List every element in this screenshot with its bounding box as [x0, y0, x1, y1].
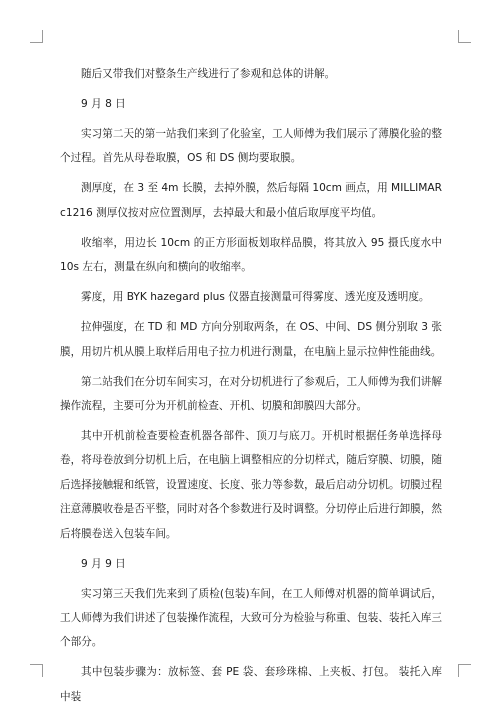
crop-mark-bottom-left [30, 664, 43, 677]
document-body [60, 62, 442, 715]
crop-mark-top-left [30, 30, 43, 43]
paragraph-thickness: 测厚度，在 3 至 4m 长膜，去掉外膜，然后每隔 10cm 画点，用 MILLIMAR c1216 测厚仪按对应位置测厚，去掉最大和最小值后取厚度平均值。 [60, 182, 442, 219]
paragraph-lab-visit: 实习第二天的第一站我们来到了化验室，工人师傅为我们展示了薄膜化验的整个过程。首先从母卷取膜，OS 和 DS 侧均要取膜。 [60, 128, 442, 165]
paragraph-tour-summary: 随后又带我们对整条生产线进行了参观和总体的讲解。 [81, 68, 336, 80]
paragraph-slitting-workshop: 第二站我们在分切车间实习，在对分切机进行了参观后，工人师傅为我们讲解操作流程，主要可分为开机前检查、开机、切膜和卸膜四大部分。 [60, 375, 442, 413]
crop-mark-top-right [458, 30, 471, 43]
paragraph-tensile: 拉伸强度，在 TD 和 MD 方向分别取两条，在 OS、中间、DS 侧分别取 3 张膜，用切片机从膜上取样后用电子拉力机进行测量，在电脑上显示拉伸性能曲线。 [60, 321, 442, 358]
paragraph-packaging-workshop: 实习第三天我们先来到了质检(包装)车间，在工人师傅对机器的简单调试后，工人师傅为我们讲述了包装操作流程，大致可分为检验与称重、包装、装托入库三个部分。 [60, 587, 442, 649]
crop-mark-bottom-right [458, 664, 471, 677]
paragraph-haze: 雾度，用 BYK hazegard plus 仪器直接测量可得雾度、透光度及透明度。 [81, 291, 430, 304]
date-heading-sep-8: 9 月 8 日 [81, 98, 126, 110]
paragraph-slitting-process: 其中开机前检查要检查机器各部件、顶刀与底刀。开机时根据任务单选择母卷，将母卷放到分切机上后，在电脑上调整相应的分切样式，随后穿膜、切膜，随后选择接触辊和纸管，设置速度、长度、张力等参数，最后启动分切机。切膜过程注意薄膜收卷是否平整，同时对各个参数进行及时调整。分切停止后进行卸膜，然后将膜卷送入包装车间。 [60, 430, 442, 540]
date-heading-sep-9: 9 月 9 日 [81, 557, 126, 570]
paragraph-shrinkage: 收缩率，用边长 10cm 的正方形面板划取样品膜，将其放入 95 摄氏度水中 10s 左右，测量在纵向和横向的收缩率。 [60, 236, 442, 274]
paragraph-packaging-steps: 其中包装步骤为：放标签、套 PE 袋、套珍珠棉、上夹板、打包。 装托入库中装 [60, 666, 442, 703]
